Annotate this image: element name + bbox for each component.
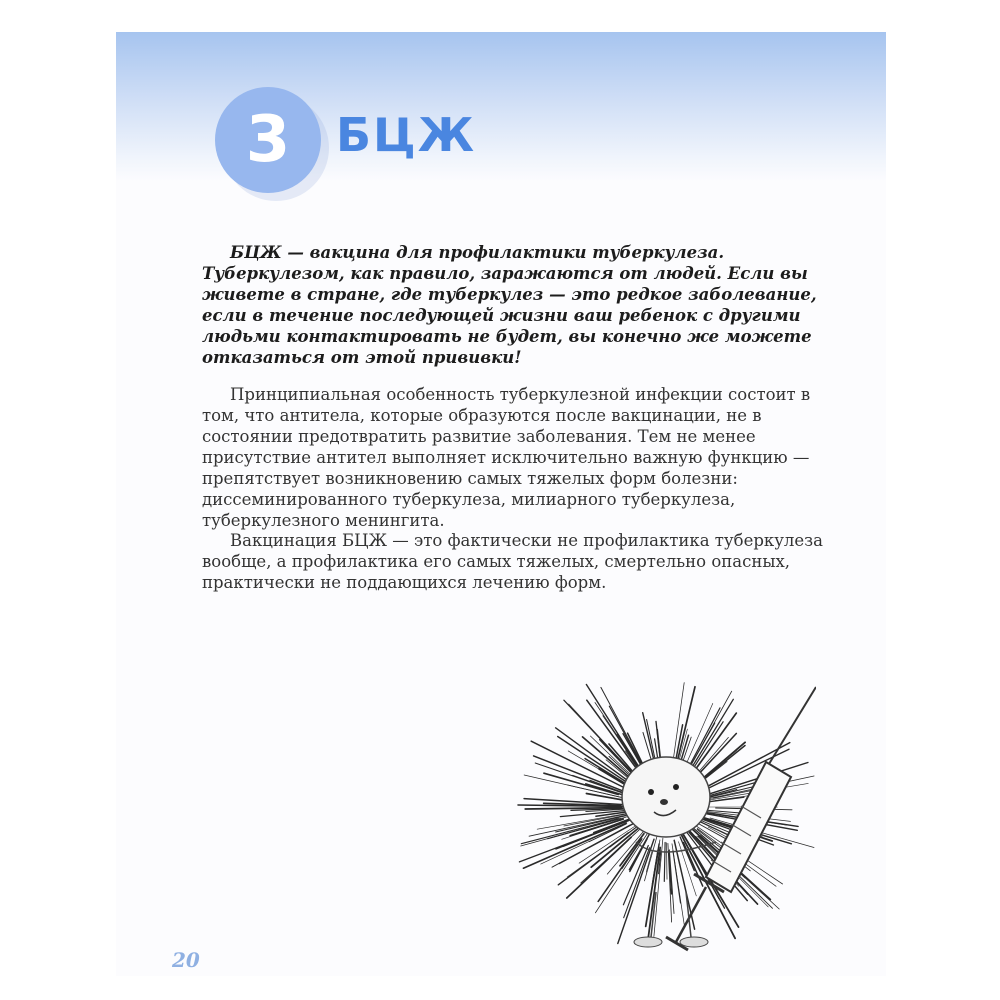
hedgehog-spine (623, 846, 648, 905)
body-paragraph-2: Вакцинация БЦЖ — это фактически не профилактика туберкулеза вообще, а профилактика его самых тяжелых, смертельно опасных, практически не поддающихся лечению форм. (202, 531, 823, 592)
hedgehog-spine (645, 835, 658, 881)
hedgehog-spine (589, 794, 618, 799)
hedgehog-spine (700, 746, 745, 783)
hedgehog-syringe-illustration (516, 592, 816, 972)
hedgehog-spine (664, 843, 665, 882)
hedgehog-spine (673, 851, 681, 903)
hedgehog-spine (692, 722, 723, 770)
chapter-number-badge (215, 87, 321, 193)
hedgehog-spine (667, 843, 668, 880)
chapter-number: 3 (245, 103, 291, 177)
body-paragraph-1: Принципиальная особенность туберкулезной инфекции состоит в том, что антитела, которые образуются после вакцинации, не в состоянии предотвратить развитие заболевания. Тем не менее присутствие антител выполняет исключительно важную функцию — препятствует возникновению самых тяжелых форм болезни: диссеминированного туберкулеза, милиарного туберкулеза, туберкулезного менингита. (202, 385, 811, 530)
hedgehog-spine (687, 708, 720, 771)
chapter-title: БЦЖ (336, 108, 477, 162)
hedgehog-spine (544, 773, 618, 794)
intro-paragraph: БЦЖ — вакцина для профилактики туберкулеза. Туберкулезом, как правило, заражаются от людей. Если вы живете в стране, где туберкулез — это редкое заболевание, если в течение последующей жизни ваш ребенок с другими людьми контактировать не будет, вы конечно же можете отказаться от этой прививки! (202, 243, 817, 367)
hedgehog-spine (556, 728, 636, 787)
book-page (116, 32, 886, 976)
page-number: 20 (172, 948, 200, 972)
